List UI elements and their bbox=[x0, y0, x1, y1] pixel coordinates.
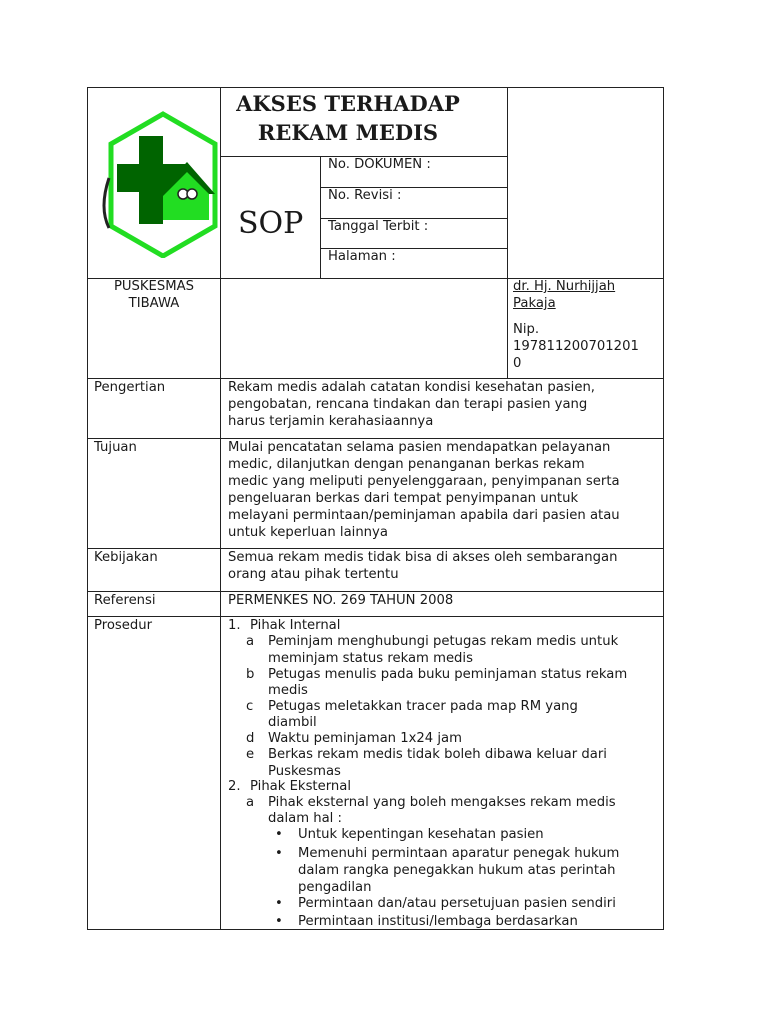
issue-date-label: Tanggal Terbit : bbox=[328, 219, 429, 234]
nip-label: Nip. bbox=[513, 322, 540, 337]
internal-item-line: Puskesmas bbox=[268, 764, 341, 779]
row-divider-referensi bbox=[88, 616, 664, 617]
pengertian-line: Rekam medis adalah catatan kondisi kesehatan pasien, bbox=[228, 380, 595, 395]
bullet-line: pengadilan bbox=[298, 880, 372, 895]
internal-item-line: Petugas meletakkan tracer pada map RM yang bbox=[268, 699, 578, 714]
prosedur-internal-number: 1. bbox=[228, 618, 241, 633]
tujuan-line: Mulai pencatatan selama pasien mendapatkan pelayanan bbox=[228, 440, 611, 455]
nip-number-line-1: 197811200701201 bbox=[513, 339, 639, 354]
revision-label: No. Revisi : bbox=[328, 188, 402, 203]
bullet-icon: • bbox=[275, 827, 283, 842]
internal-item-line: Petugas menulis pada buku peminjaman status rekam bbox=[268, 667, 628, 682]
internal-item-marker: a bbox=[246, 634, 255, 649]
internal-item-line: medis bbox=[268, 683, 308, 698]
column-divider-right bbox=[507, 88, 508, 378]
tujuan-line: medic, dilanjutkan dengan penanganan berkas rekam bbox=[228, 457, 585, 472]
bullet-line: dalam rangka penegakkan hukum atas perintah bbox=[298, 863, 616, 878]
prosedur-external-title: Pihak Eksternal bbox=[250, 779, 352, 794]
internal-item-line: Waktu peminjaman 1x24 jam bbox=[268, 731, 462, 746]
column-divider-header-mid bbox=[320, 156, 321, 278]
internal-item-marker: e bbox=[246, 747, 255, 762]
internal-item-line: Peminjam menghubungi petugas rekam medis untuk bbox=[268, 634, 619, 649]
prosedur-external-number: 2. bbox=[228, 779, 241, 794]
pengertian-line: pengobatan, rencana tindakan dan terapi pasien yang bbox=[228, 397, 588, 412]
tujuan-label: Tujuan bbox=[94, 440, 137, 455]
nip-number-line-2: 0 bbox=[513, 356, 522, 371]
signatory-name-line-2: Pakaja bbox=[513, 296, 556, 311]
document-title-line-1: AKSES TERHADAP bbox=[236, 91, 460, 116]
puskesmas-logo bbox=[93, 98, 218, 258]
internal-item-marker: c bbox=[246, 699, 254, 714]
kebijakan-label: Kebijakan bbox=[94, 550, 158, 565]
tujuan-line: pengeluaran berkas dari tempat penyimpanan untuk bbox=[228, 491, 579, 506]
bullet-icon: • bbox=[275, 896, 283, 911]
tujuan-line: medic yang meliputi penyelenggaraan, penyimpanan serta bbox=[228, 474, 620, 489]
signatory-name-line-1: dr. Hj. Nurhijjah bbox=[513, 279, 616, 294]
page-label: Halaman : bbox=[328, 249, 396, 264]
referensi-text: PERMENKES NO. 269 TAHUN 2008 bbox=[228, 593, 454, 608]
bullet-icon: • bbox=[275, 846, 283, 861]
pengertian-line: harus terjamin kerahasiaannya bbox=[228, 414, 434, 429]
external-item-line: Pihak eksternal yang boleh mengakses rekam medis bbox=[268, 795, 616, 810]
logo-side-arc bbox=[104, 178, 109, 228]
internal-item-marker: d bbox=[246, 731, 255, 746]
institution-name-line-2: TIBAWA bbox=[128, 296, 180, 311]
bullet-line: Memenuhi permintaan aparatur penegak hukum bbox=[298, 846, 620, 861]
internal-item-line: diambil bbox=[268, 715, 317, 730]
internal-item-line: Berkas rekam medis tidak boleh dibawa keluar dari bbox=[268, 747, 607, 762]
external-item-marker: a bbox=[246, 795, 255, 810]
tujuan-line: melayani permintaan/peminjaman apabila dari pasien atau bbox=[228, 508, 620, 523]
column-divider-left bbox=[220, 88, 221, 930]
internal-item-line: meminjam status rekam medis bbox=[268, 651, 473, 666]
prosedur-label: Prosedur bbox=[94, 618, 153, 633]
tujuan-line: untuk keperluan lainnya bbox=[228, 525, 388, 540]
referensi-label: Referensi bbox=[94, 593, 156, 608]
kebijakan-line: orang atau pihak tertentu bbox=[228, 567, 399, 582]
document-title-line-2: REKAM MEDIS bbox=[257, 120, 439, 145]
institution-name-line-1: PUSKESMAS bbox=[113, 279, 195, 294]
sop-document bbox=[87, 87, 664, 930]
doc-number-label: No. DOKUMEN : bbox=[328, 157, 431, 172]
prosedur-internal-title: Pihak Internal bbox=[250, 618, 341, 633]
bullet-line: Permintaan dan/atau persetujuan pasien sendiri bbox=[298, 896, 616, 911]
pengertian-label: Pengertian bbox=[94, 380, 166, 395]
sop-label: SOP bbox=[238, 206, 304, 241]
external-item-line: dalam hal : bbox=[268, 811, 342, 826]
logo-figure-right bbox=[187, 189, 197, 199]
bullet-line: Permintaan institusi/lembaga berdasarkan bbox=[298, 914, 578, 929]
bullet-icon: • bbox=[275, 914, 283, 929]
internal-item-marker: b bbox=[246, 667, 255, 682]
bullet-line: Untuk kepentingan kesehatan pasien bbox=[298, 827, 544, 842]
kebijakan-line: Semua rekam medis tidak bisa di akses oleh sembarangan bbox=[228, 550, 618, 565]
